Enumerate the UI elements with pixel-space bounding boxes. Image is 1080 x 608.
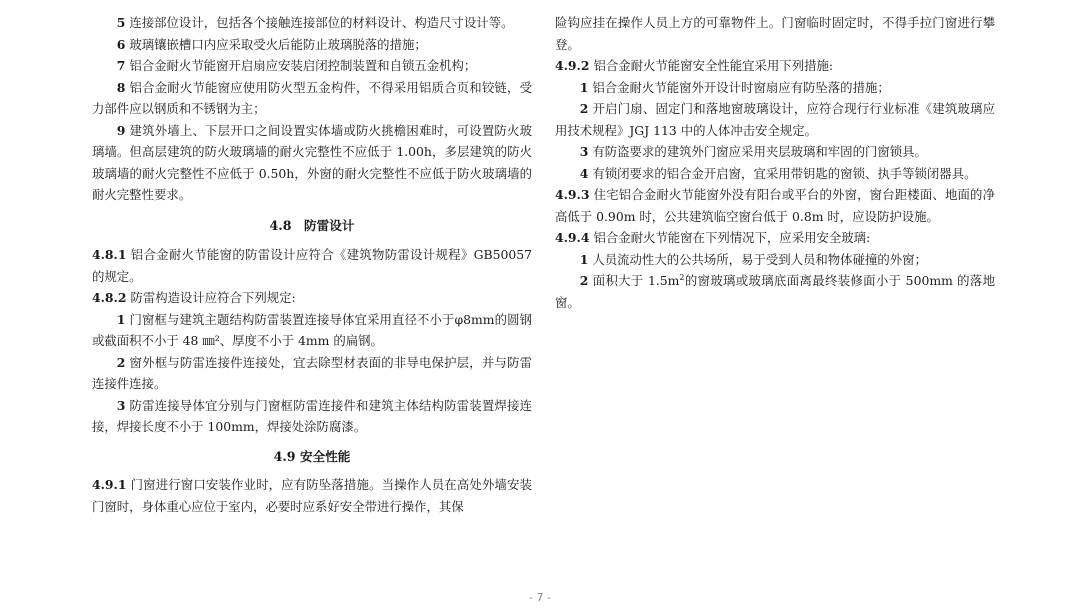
item-4-9-4-1: 1 人员流动性大的公共场所，易于受到人员和物体碰撞的外窗； — [579, 251, 927, 267]
item-4-9-2-4: 4 有锁闭要求的铝合金开启窗，宜采用带钥匙的窗锁、执手等锁闭器具。 — [579, 165, 977, 181]
clause-4-9-1: 4.9.1 门窗进行窗口安装作业时，应有防坠落措施。当操作人员在高处外墙安装门窗时，身体重心应位于室内，必要时应系好安全带进行操作，其保 — [92, 477, 532, 514]
item-4-9-4-2: 2 面积大于 $1.5m^2$的窗玻璃或玻璃底面离最终装修面小于 500mm 的落地窗。 — [555, 272, 995, 310]
clause-4-8-2: 4.8.2 防雷构造设计应符合下列规定: — [92, 290, 296, 305]
item-4-9-2-1: 1 铝合金耐火节能窗外开设计时窗扇应有防坠落的措施； — [579, 79, 890, 95]
clause-4-8-1: 4.8.1 铝合金耐火节能窗的防雷设计应符合《建筑物防雷设计规程》GB50057的规定。 — [92, 247, 532, 284]
section-heading-4-8: 4.8 防雷设计 — [269, 217, 355, 233]
section-heading-4-9: 4.9 安全性能 — [273, 448, 351, 464]
clause-4-9-3: 4.9.3 住宅铝合金耐火节能窗外没有阳台或平台的外窗，窗台距楼面、地面的净高低于 0.90m 时，公共建筑临空窗台低于 0.8m 时，应设防护设施。 — [555, 187, 995, 224]
item-4-8-2-2: 2 窗外框与防雷连接件连接处，宜去除型材表面的非导电保护层，并与防雷连接件连接。 — [92, 354, 532, 391]
item-7: 7 铝合金耐火节能窗开启扇应安装启闭控制装置和自锁五金机构； — [116, 58, 477, 73]
item-4-8-2-3: 3 防雷连接导体宜分别与门窗框防雷连接件和建筑主体结构防雷装置焊接连接，焊接长度不小于 100mm，焊接处涂防腐漆。 — [92, 397, 532, 434]
item-6: 6 玻璃镶嵌槽口内应采取受火后能防止玻璃脱落的措施； — [116, 36, 427, 52]
item-4-9-2-2: 2 开启门扇、固定门和落地窗玻璃设计，应符合现行行业标准《建筑玻璃应用技术规程》JGJ 113 中的人体冲击安全规定。 — [555, 101, 995, 138]
item-4-8-2-1: 1 门窗框与建筑主题结构防雷装置连接导体宜采用直径不小于φ8mm的圆钢或截面积不小于 48 ㎜²、厚度不小于 4mm 的扁钢。 — [92, 311, 532, 348]
right-column — [555, 12, 995, 313]
page-number: - 7 - — [529, 591, 551, 604]
clause-4-9-2: 4.9.2 铝合金耐火节能窗安全性能宜采用下列措施: — [555, 58, 834, 73]
item-5: 5 连接部位设计，包括各个接触连接部位的材料设计、构造尺寸设计等。 — [116, 15, 514, 30]
item-4-9-2-3: 3 有防盗要求的建筑外门窗应采用夹层玻璃和牢固的门窗锁具。 — [579, 144, 927, 159]
item-9: 9 建筑外墙上、下层开口之间设置实体墙或防火挑檐困难时，可设置防火玻璃墙。但高层建筑的防火玻璃墙的耐火完整性不应低于 1.00h，多层建筑的防火玻璃墙的耐火完整性不应低于 0.50h，外窗的耐火完整性不应低于防火玻璃墙的耐火完整性要求。 — [92, 122, 532, 202]
clause-4-9-4: 4.9.4 铝合金耐火节能窗在下列情况下，应采用安全玻璃: — [555, 230, 871, 245]
item-8: 8 铝合金耐火节能窗应使用防火型五金构件，不得采用铝质合页和铰链，受力部件应以钢质和不锈钢为主； — [92, 79, 532, 116]
clause-4-9-1-continued: 险钩应挂在操作人员上方的可靠物件上。门窗临时固定时，不得手拉门窗进行攀登。 — [555, 15, 995, 52]
left-column — [92, 12, 532, 517]
